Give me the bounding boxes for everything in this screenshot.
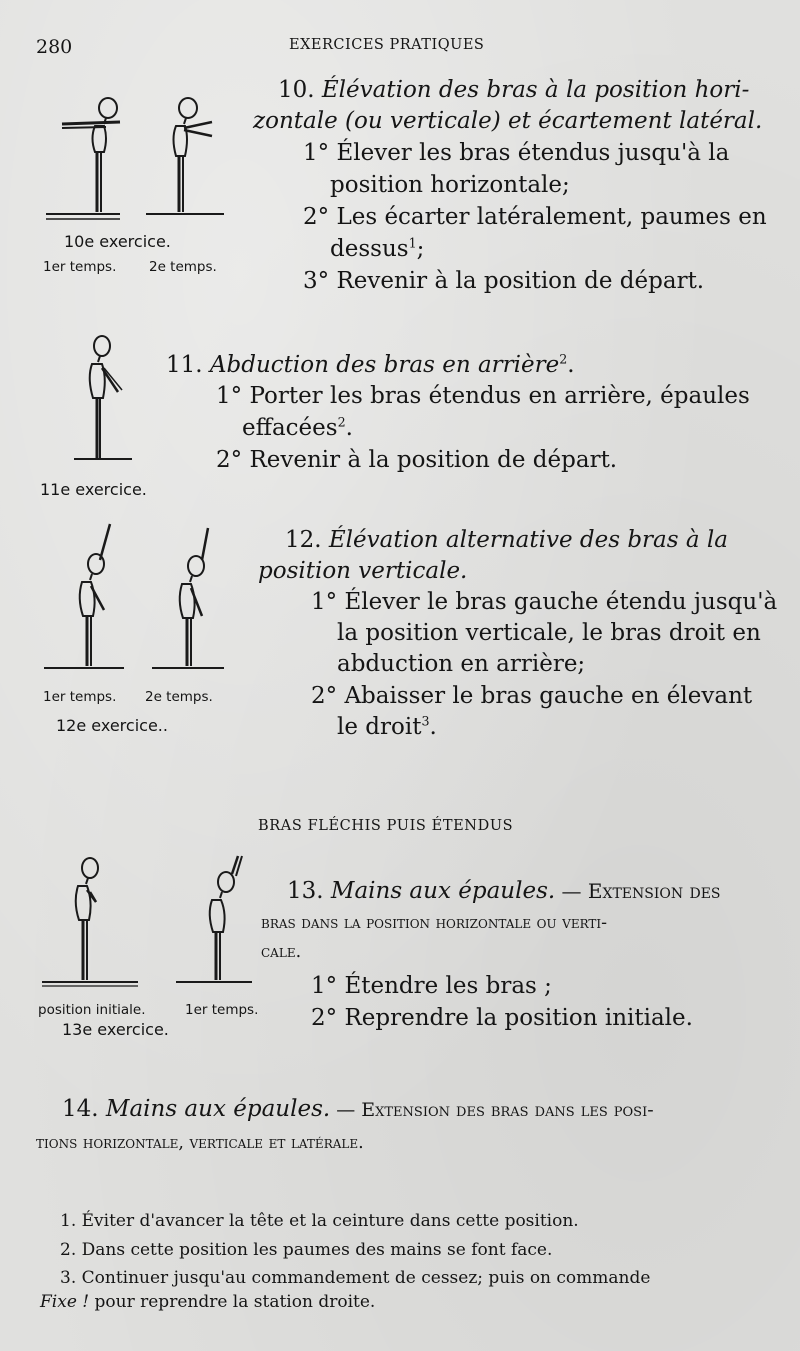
exercise-10-title-line-1 bbox=[278, 77, 749, 103]
exercise-10-caption-temps-2: 2e temps. bbox=[149, 259, 217, 275]
exercise-12-title: Élévation alternative des bras à la bbox=[328, 527, 728, 553]
footnote-ref-2b: 2 bbox=[337, 414, 346, 430]
exercise-10-step-1-cont: position horizontale; bbox=[330, 172, 570, 198]
footnote-ref-2: 2 bbox=[559, 351, 568, 367]
exercise-12-title-line-1 bbox=[285, 527, 728, 553]
exercise-14-title-line-1 bbox=[62, 1096, 654, 1122]
page-number: 280 bbox=[36, 36, 73, 58]
exercise-12-caption-temps-2: 2e temps. bbox=[145, 689, 213, 705]
exercise-10-caption: 10e exercice. bbox=[64, 232, 171, 251]
exercise-11-title-line: 11. Abduction des bras en arrière$^2$. bbox=[166, 351, 575, 378]
footnote-ref-3: 3 bbox=[421, 713, 430, 729]
exercise-12-caption: 12e exercice.. bbox=[56, 716, 168, 735]
exercise-12-number: 12. bbox=[285, 527, 329, 553]
exercise-14-number: 14. bbox=[62, 1096, 106, 1122]
exercise-10-number: 10. bbox=[278, 77, 322, 103]
exercise-10-title-line-2: zontale (ou verticale) et écartement latéral. bbox=[253, 108, 763, 134]
command-fixe: Fixe ! bbox=[40, 1292, 90, 1312]
exercise-11-figure bbox=[60, 330, 160, 470]
exercise-10-figure-1 bbox=[40, 90, 150, 230]
exercise-10-step-1: 1° Élever les bras étendus jusqu'à la bbox=[303, 140, 730, 166]
exercise-13-caption-initial: position initiale. bbox=[38, 1002, 146, 1018]
exercise-13-subtitle: — Extension des bbox=[555, 879, 721, 903]
running-title: EXERCICES PRATIQUES bbox=[289, 37, 485, 53]
footnote-2: 2. Dans cette position les paumes des mains se font face. bbox=[60, 1240, 553, 1260]
exercise-13-number: 13. bbox=[287, 878, 331, 904]
footnote-ref-1: 1 bbox=[408, 235, 417, 251]
exercise-13-title-line-2: bras dans la position horizontale ou verti- bbox=[261, 913, 608, 933]
exercise-11-title: Abduction des bras en arrière bbox=[209, 352, 560, 378]
section-heading: BRAS FLÉCHIS PUIS ÉTENDUS bbox=[258, 818, 514, 834]
exercise-10-caption-temps-1: 1er temps. bbox=[43, 259, 117, 275]
exercise-14-subtitle: — Extension des bras dans les posi- bbox=[330, 1099, 654, 1121]
exercise-13-step-1: 1° Étendre les bras ; bbox=[311, 973, 552, 999]
exercise-10-step-3: 3° Revenir à la position de départ. bbox=[303, 268, 705, 294]
exercise-12-step-1: 1° Élever le bras gauche étendu jusqu'à bbox=[311, 589, 778, 615]
exercise-13-figure-1 bbox=[38, 852, 148, 1002]
exercise-13-caption-temps-1: 1er temps. bbox=[185, 1002, 259, 1018]
exercise-10-step-2: 2° Les écarter latéralement, paumes en bbox=[303, 204, 767, 230]
exercise-12-step-1-cont-2: abduction en arrière; bbox=[337, 651, 586, 677]
exercise-10-step-2-cont: dessus$^1$; bbox=[330, 235, 425, 262]
exercise-11-step-1-cont: effacées$^2$. bbox=[242, 414, 353, 441]
exercise-14-title-line-2: tions horizontale, verticale et latérale. bbox=[36, 1133, 364, 1153]
exercise-13-caption: 13e exercice. bbox=[62, 1020, 169, 1039]
exercise-10-title: Élévation des bras à la position hori- bbox=[321, 77, 750, 103]
exercise-12-step-1-cont-1: la position verticale, le bras droit en bbox=[337, 620, 761, 646]
exercise-11-step-2: 2° Revenir à la position de départ. bbox=[216, 447, 618, 473]
exercise-14-title: Mains aux épaules. bbox=[105, 1096, 331, 1122]
exercise-10-figure-2 bbox=[140, 90, 250, 230]
exercise-12-figure-2 bbox=[140, 522, 250, 682]
footnote-3: 3. Continuer jusqu'au commandement de cessez; puis on commande bbox=[60, 1268, 651, 1288]
exercise-11-number: 11. bbox=[166, 352, 210, 378]
exercise-12-title-line-2: position verticale. bbox=[258, 558, 468, 584]
exercise-12-step-2-cont: le droit$^3$. bbox=[337, 713, 437, 740]
exercise-13-step-2: 2° Reprendre la position initiale. bbox=[311, 1005, 693, 1031]
exercise-11-step-1: 1° Porter les bras étendus en arrière, épaules bbox=[216, 383, 750, 409]
exercise-11-caption: 11e exercice. bbox=[40, 480, 147, 499]
exercise-13-title: Mains aux épaules. bbox=[330, 878, 556, 904]
exercise-12-step-2: 2° Abaisser le bras gauche en élevant bbox=[311, 683, 753, 709]
footnote-1: 1. Éviter d'avancer la tête et la ceinture dans cette position. bbox=[60, 1211, 579, 1231]
exercise-12-figure-1 bbox=[40, 522, 150, 682]
exercise-13-title-line-1 bbox=[287, 878, 721, 904]
exercise-13-title-line-3: cale. bbox=[261, 942, 302, 962]
footnote-3-cont: Fixe ! pour reprendre la station droite. bbox=[40, 1292, 376, 1312]
exercise-12-caption-temps-1: 1er temps. bbox=[43, 689, 117, 705]
